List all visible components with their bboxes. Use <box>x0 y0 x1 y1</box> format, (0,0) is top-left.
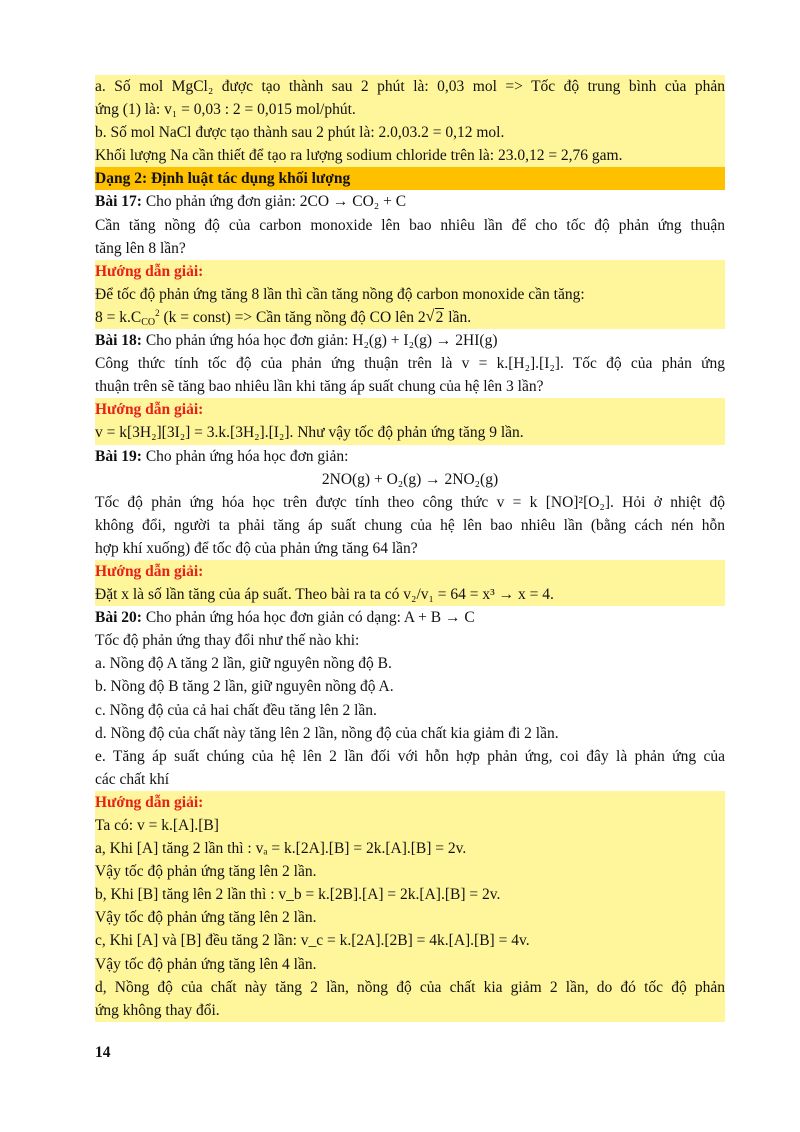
problem-line: hợp khí xuống) để tốc độ của phản ứng tăng 64 lần? <box>95 539 418 557</box>
problem-text: Cho phản ứng đơn giản: 2CO → CO₂ + C <box>145 193 407 211</box>
problem-line: d. Nồng độ của chất này tăng lên 2 lần, nồng độ của chất kia giảm đi 2 lần. <box>95 724 559 742</box>
formula-part: lần. <box>444 308 472 326</box>
problem-line: a. Nồng độ A tăng 2 lần, giữ nguyên nồng độ B. <box>95 655 392 673</box>
answer-line: Vậy tốc độ phản ứng tăng lên 4 lần. <box>95 953 725 976</box>
problem-line: c. Nồng độ của cả hai chất đều tăng lên 2 lần. <box>95 701 377 719</box>
solution-heading: Hướng dẫn giải: <box>95 260 725 283</box>
problem-line: không đổi, người ta phải tăng áp suất chung của hệ lên bao nhiêu lần (bằng cách nén hỗn <box>95 516 725 534</box>
answer-line: a, Khi [A] tăng 2 lần thì : vₐ = k.[2A].[B] = 2k.[A].[B] = 2v. <box>95 837 725 860</box>
answer-line: a. Số mol MgCl₂ được tạo thành sau 2 phút là: 0,03 mol => Tốc độ trung bình của phản <box>95 75 725 98</box>
problem-line: Cần tăng nồng độ của carbon monoxide lên bao nhiêu lần để cho tốc độ phản ứng thuận <box>95 216 725 234</box>
problem-label: Bài 20: <box>95 609 142 627</box>
answer-line: Để tốc độ phản ứng tăng 8 lần thì cần tăng nồng độ carbon monoxide cần tăng: <box>95 283 725 306</box>
formula-superscript: 2 <box>155 307 160 318</box>
answer-line: Đặt x là số lần tăng của áp suất. Theo bài ra ta có v₂/v₁ = 64 = x³ → x = 4. <box>95 583 725 606</box>
chemical-equation: 2NO(g) + O₂(g) → 2NO₂(g) <box>321 470 499 488</box>
formula-subscript: CO <box>141 316 156 328</box>
answer-line: Ta có: v = k.[A].[B] <box>95 814 725 837</box>
problem-text: Cho phản ứng hóa học đơn giản: H₂(g) + I₂(g) → 2HI(g) <box>145 332 498 350</box>
formula-part: (k = const) => Cần tăng nồng độ CO lên 2 <box>159 308 426 326</box>
problem-label: Bài 17: <box>95 193 142 211</box>
problem-label: Bài 18: <box>95 332 142 350</box>
solution-heading: Hướng dẫn giải: <box>95 791 725 814</box>
answer-line: b, Khi [B] tăng lên 2 lần thì : v_b = k.[2B].[A] = 2k.[A].[B] = 2v. <box>95 883 725 906</box>
problem-label: Bài 19: <box>95 447 142 465</box>
square-root <box>426 306 445 329</box>
formula-part: 8 = k.C <box>95 308 142 326</box>
answer-line: d, Nồng độ của chất này tăng 2 lần, nồng độ của chất kia giảm 2 lần, do đó tốc độ phản <box>95 976 725 999</box>
answer-line: v = k[3H₂][3I₂] = 3.k.[3H₂].[I₂]. Như vậy tốc độ phản ứng tăng 9 lần. <box>95 421 725 444</box>
answer-line: ứng (1) là: v₁ = 0,03 : 2 = 0,015 mol/phút. <box>95 98 725 121</box>
answer-formula <box>95 306 725 329</box>
answer-line: Khối lượng Na cần thiết để tạo ra lượng sodium chloride trên là: 23.0,12 = 2,76 gam. <box>95 144 725 167</box>
problem-18-title <box>95 329 725 352</box>
radicand: 2 <box>435 308 444 326</box>
problem-20-title <box>95 606 725 629</box>
problem-line: b. Nồng độ B tăng 2 lần, giữ nguyên nồng độ A. <box>95 678 394 696</box>
answer-line: c, Khi [A] và [B] đều tăng 2 lần: v_c = k.[2A].[2B] = 4k.[A].[B] = 4v. <box>95 929 725 952</box>
problem-line: Tốc độ phản ứng thay đổi như thế nào khi: <box>95 632 360 650</box>
problem-line: Công thức tính tốc độ của phản ứng thuận trên là v = k.[H₂].[I₂]. Tốc độ của phản ứng <box>95 355 725 373</box>
answer-line: Vậy tốc độ phản ứng tăng lên 2 lần. <box>95 860 725 883</box>
problem-text: Cho phản ứng hóa học đơn giản có dạng: A + B → C <box>145 609 475 627</box>
section-heading: Dạng 2: Định luật tác dụng khối lượng <box>95 167 725 190</box>
answer-line: b. Số mol NaCl được tạo thành sau 2 phút là: 2.0,03.2 = 0,12 mol. <box>95 121 725 144</box>
page-number: 14 <box>95 1044 111 1061</box>
problem-19-title <box>95 445 725 468</box>
problem-17-title <box>95 190 725 213</box>
document-body <box>95 75 725 1022</box>
solution-heading: Hướng dẫn giải: <box>95 398 725 421</box>
problem-line: tăng lên 8 lần? <box>95 239 186 257</box>
problem-line: Tốc độ phản ứng hóa học trên được tính theo công thức v = k [NO]²[O₂]. Hỏi ở nhiệt độ <box>95 493 725 511</box>
solution-heading: Hướng dẫn giải: <box>95 560 725 583</box>
problem-line: e. Tăng áp suất chúng của hệ lên 2 lần đối với hỗn hợp phản ứng, coi đây là phản ứng của <box>95 747 725 765</box>
answer-line: ứng không thay đổi. <box>95 999 725 1022</box>
problem-line: thuận trên sẽ tăng bao nhiêu lần khi tăng áp suất chung của hệ lên 3 lần? <box>95 378 544 396</box>
problem-line: các chất khí <box>95 770 170 788</box>
problem-text: Cho phản ứng hóa học đơn giản: <box>145 447 349 465</box>
answer-line: Vậy tốc độ phản ứng tăng lên 2 lần. <box>95 906 725 929</box>
